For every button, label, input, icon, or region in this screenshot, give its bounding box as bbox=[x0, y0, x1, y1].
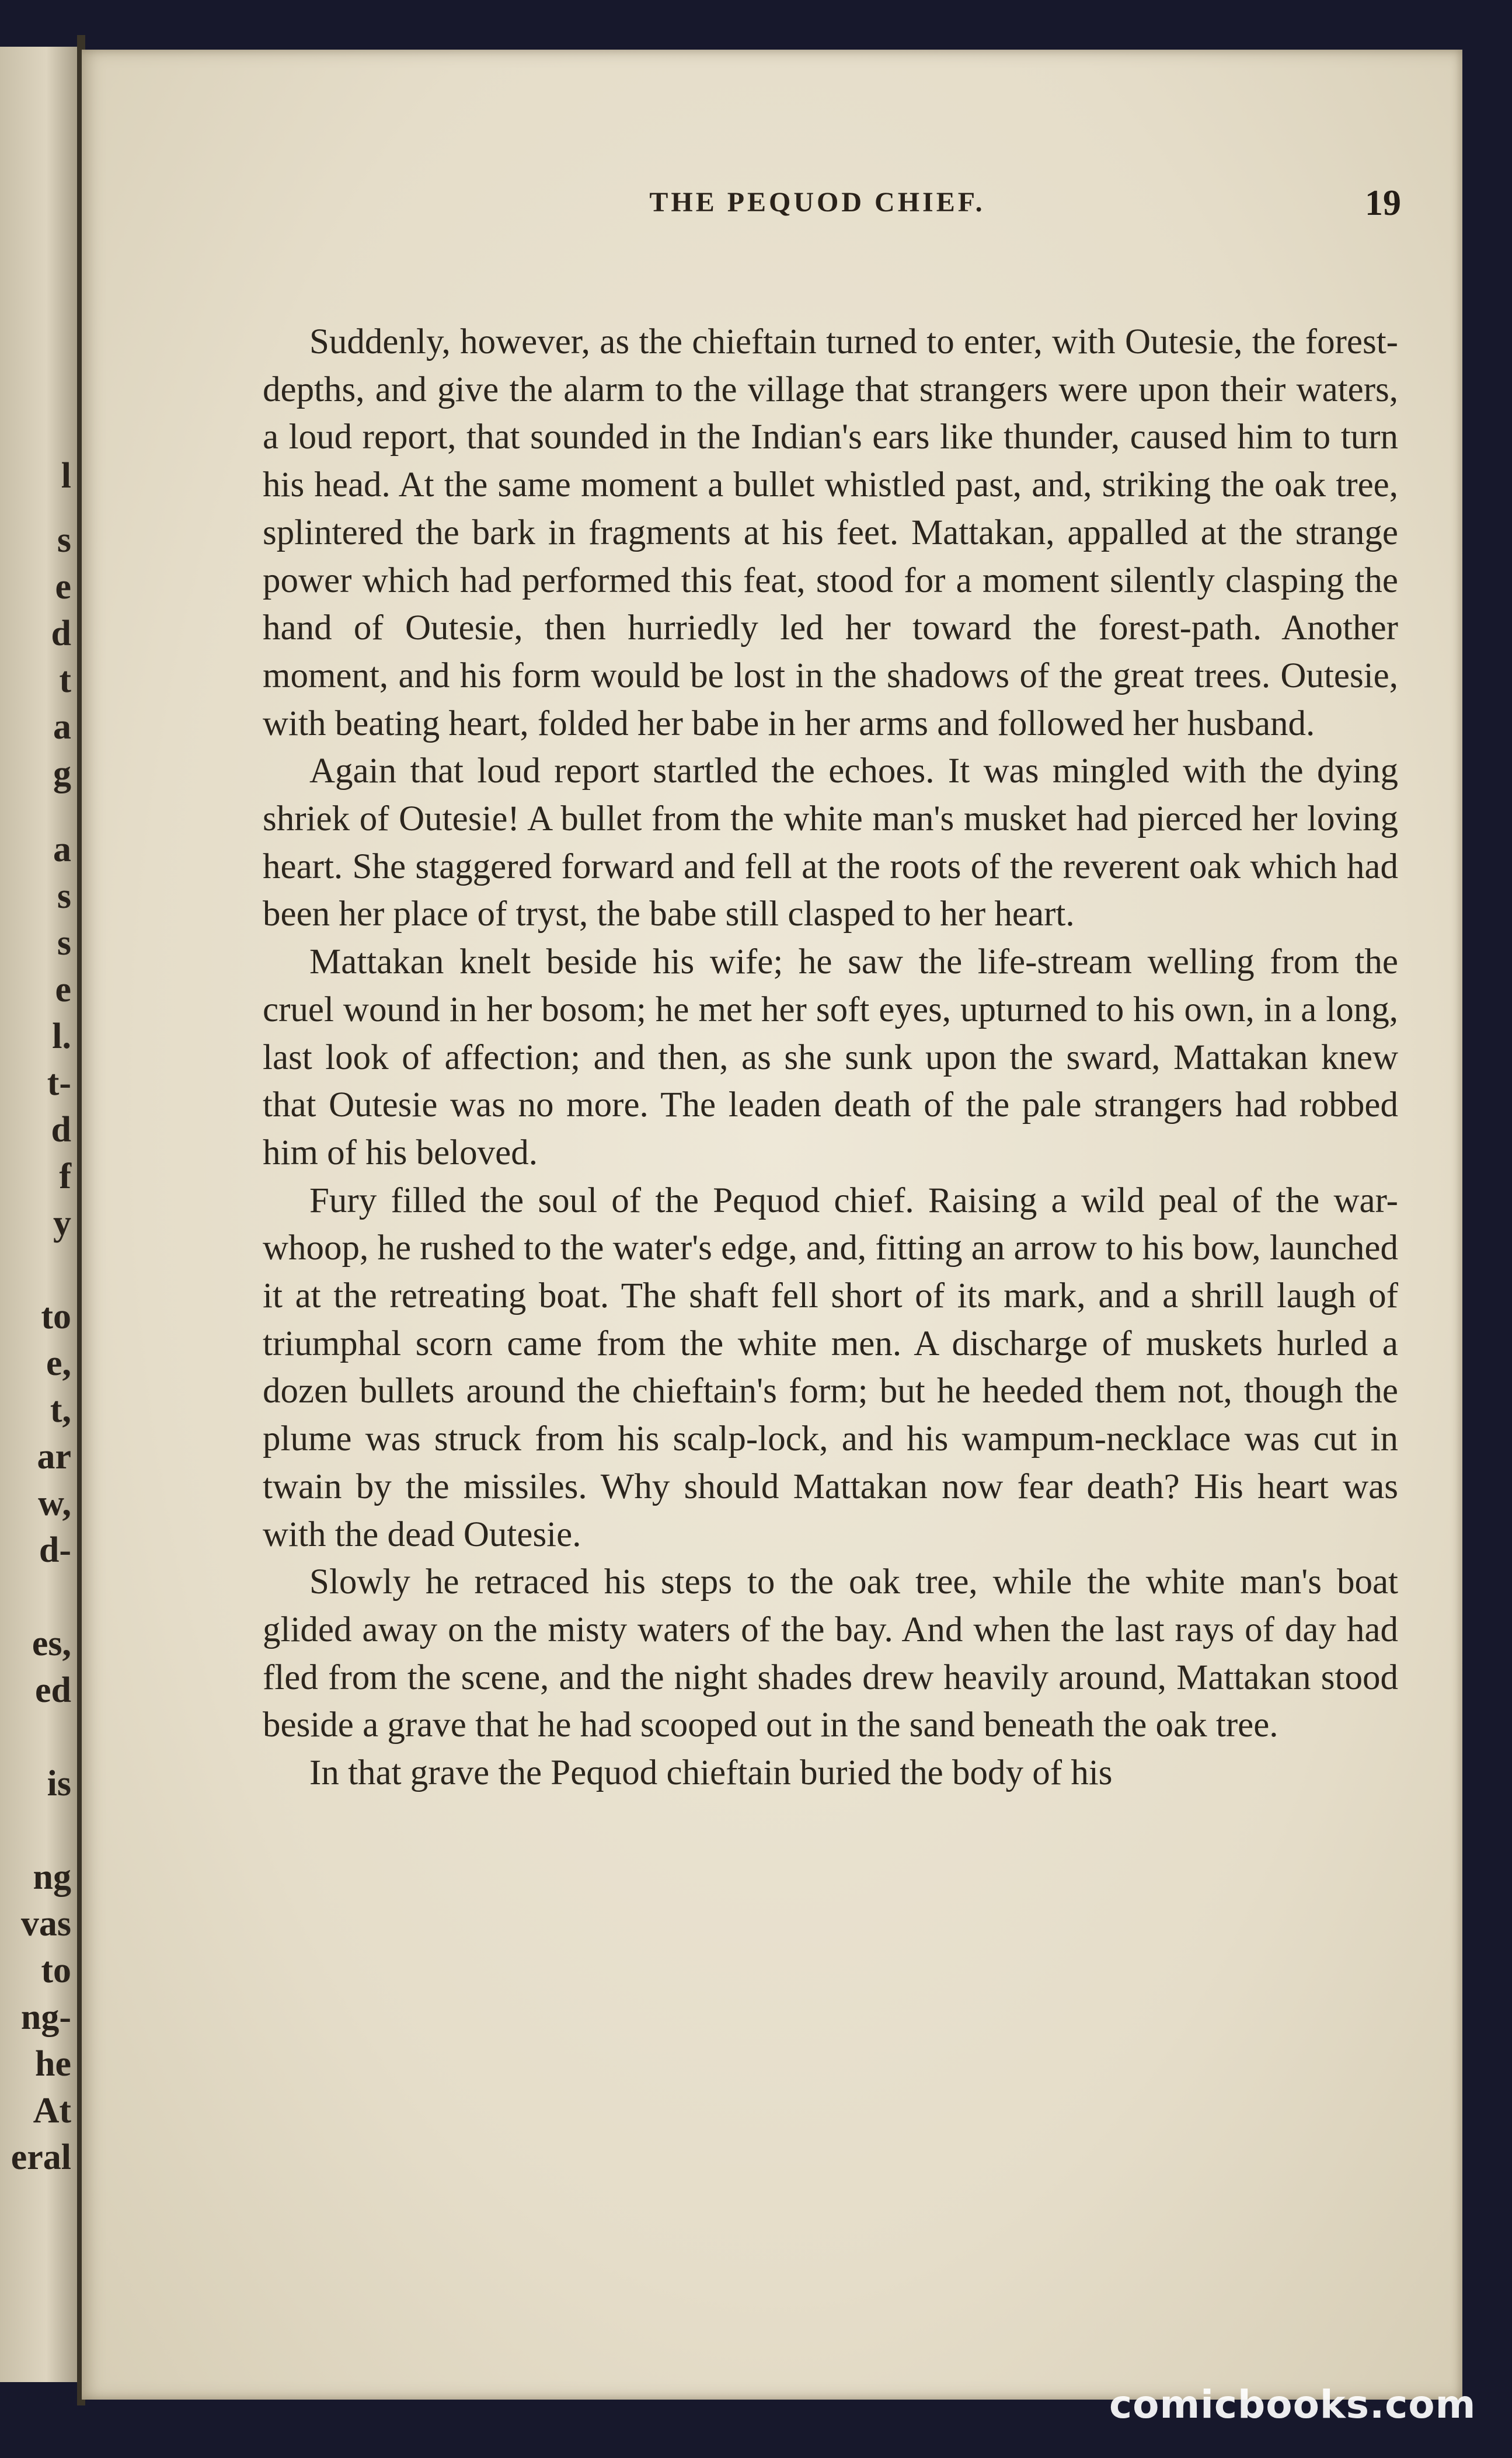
left-page-fragment: d bbox=[51, 614, 71, 653]
left-page-fragment: to bbox=[41, 1951, 71, 1990]
left-page-fragment: f bbox=[59, 1157, 71, 1196]
paragraph: Again that loud report startled the echoes. It was mingled with the dying shriek of Outesie! A bullet from the white man's musket had pierced her loving heart. She staggered forward and fell at the roots of the reverent oak which had been her place of tryst, the babe still clasped to her heart. bbox=[263, 751, 1398, 934]
left-page-fragment: t- bbox=[47, 1063, 71, 1103]
paragraph: In that grave the Pequod chieftain buried the body of his bbox=[309, 1753, 1113, 1793]
left-page-fragment: ng bbox=[33, 1857, 71, 1897]
left-page-fragment: ng- bbox=[20, 1997, 71, 2037]
left-page-fragment: to bbox=[41, 1297, 71, 1336]
left-page-fragment: l. bbox=[52, 1016, 71, 1056]
left-page-fragment: eral bbox=[11, 2137, 71, 2177]
left-page-fragment: vas bbox=[20, 1904, 71, 1944]
left-page-fragment: e, bbox=[46, 1343, 71, 1383]
left-page-fragment: es, bbox=[32, 1624, 71, 1663]
left-page-fragment: a bbox=[53, 830, 71, 869]
left-page-fragment: ar bbox=[37, 1437, 71, 1477]
left-page-fragment: d bbox=[51, 1110, 71, 1150]
running-title: THE PEQUOD CHIEF. bbox=[649, 187, 985, 218]
running-head bbox=[239, 183, 1401, 229]
left-page-fragment: l bbox=[61, 456, 71, 496]
left-page-fragment: y bbox=[53, 1203, 71, 1243]
left-page-fragment: t bbox=[59, 660, 71, 700]
left-page-line-fragments bbox=[0, 47, 76, 2382]
left-page-fragment: w, bbox=[38, 1484, 71, 1523]
left-page-fragment: g bbox=[53, 754, 71, 793]
paragraph: Fury filled the soul of the Pequod chief. Raising a wild peal of the war-whoop, he rushed to the water's edge, and, fitting an arrow to his bow, launched it at the retreating boat. The shaft fell short of its mark, and a shrill laugh of triumphal scorn came from the white men. A discharge of muskets hurled a dozen bullets around the chieftain's form; but he heeded them not, though the plume was struck from his scalp-lock, and his wampum-necklace was cut in twain by the missiles. Why should Mattakan now fear death? His heart was with the dead Outesie. bbox=[263, 1181, 1398, 1554]
left-page-fragment: a bbox=[53, 707, 71, 747]
left-page-edge bbox=[0, 47, 77, 2382]
left-page-fragment: he bbox=[35, 2044, 71, 2084]
book-page bbox=[82, 50, 1462, 2400]
left-page-fragment: e bbox=[55, 970, 71, 1009]
paragraph: Suddenly, however, as the chieftain turned to enter, with Outesie, the forest-depths, and give the alarm to the village that strangers were upon their waters, a loud report, that sounded in the Indian's ears like thunder, caused him to turn his head. At the same moment a bullet whistled past, and, striking the oak tree, splintered the bark in fragments at his feet. Mattakan, appalled at the strange power which had performed this feat, stood for a moment silently clasping the hand of Outesie, then hurriedly led her toward the forest-path. Another moment, and his form would be lost in the shadows of the great trees. Outesie, with beating heart, folded her babe in her arms and followed her husband. bbox=[263, 322, 1398, 743]
watermark: comicbooks.com bbox=[1109, 2382, 1476, 2427]
left-page-fragment: ed bbox=[35, 1670, 71, 1710]
left-page-fragment: e bbox=[55, 567, 71, 607]
left-page-fragment: t, bbox=[50, 1390, 71, 1430]
left-page-fragment: s bbox=[57, 923, 71, 963]
paragraph: Mattakan knelt beside his wife; he saw the life-stream welling from the cruel wound in her bosom; he met her soft eyes, upturned to his own, in a long, last look of affection; and then, as she sunk upon the sward, Mattakan knew that Outesie was no more. The leaden death of the pale strangers had robbed him of his beloved. bbox=[263, 942, 1398, 1172]
left-page-fragment: s bbox=[57, 876, 71, 916]
left-page-fragment: d- bbox=[39, 1530, 71, 1570]
left-page-fragment: is bbox=[47, 1764, 71, 1804]
page-number: 19 bbox=[1365, 183, 1401, 223]
paragraph: Slowly he retraced his steps to the oak tree, while the white man's boat glided away on the misty waters of the bay. And when the last rays of day had fled from the scene, and the night shades drew heavily around, Mattakan stood beside a grave that he had scooped out in the sand beneath the oak tree. bbox=[263, 1562, 1398, 1745]
body-text bbox=[263, 318, 1398, 1797]
left-page-fragment: At bbox=[33, 2091, 71, 2130]
left-page-fragment: s bbox=[57, 520, 71, 560]
